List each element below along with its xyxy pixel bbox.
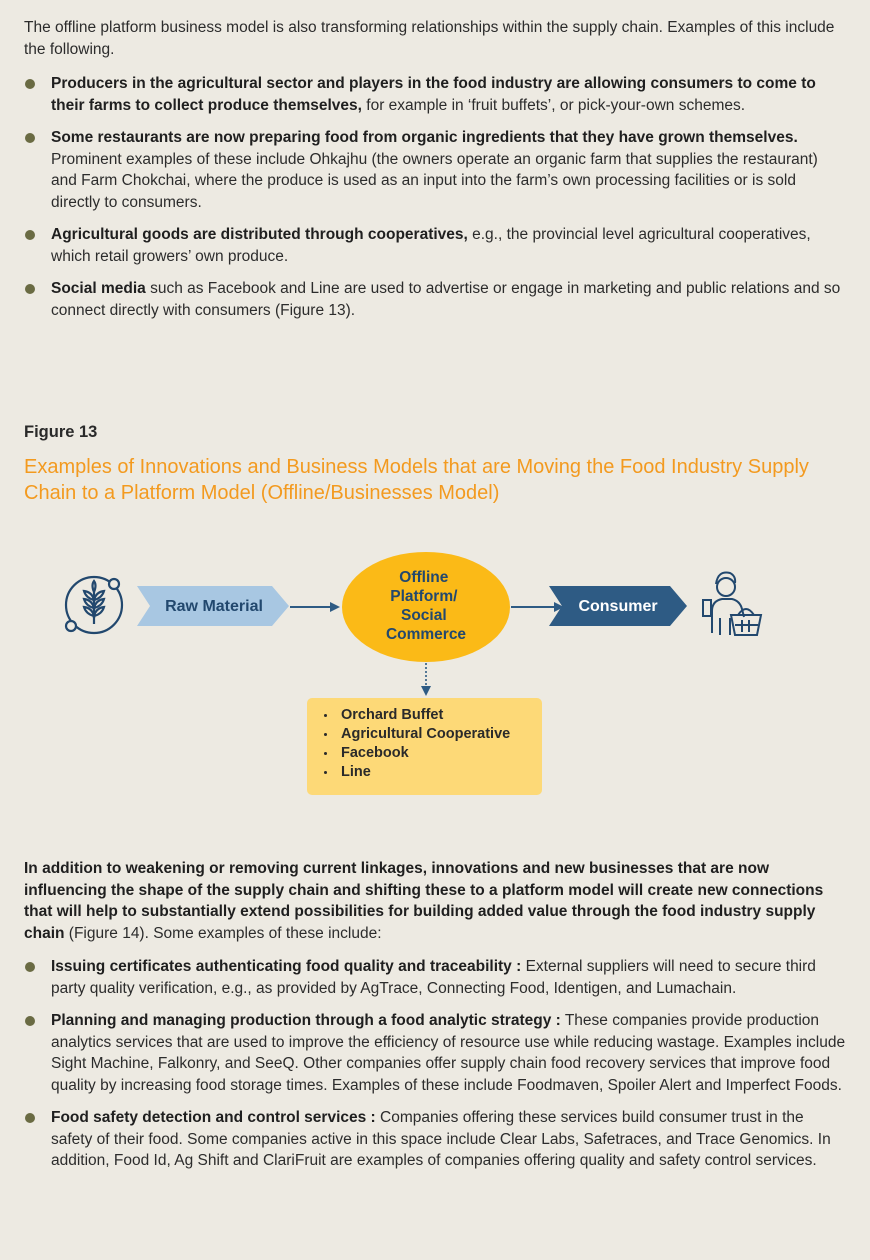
para-text: (Figure 14). Some examples of these include:: [64, 924, 382, 942]
para-bold: In addition to weakening or removing current linkages, innovations and new businesses that are now influencing the shape of the supply chain and shifting these to a platform model will create new connections that will help to substantially extend possibilities for building added value through the food industry supply chain: [24, 860, 824, 942]
bullet-bold: Social media: [51, 280, 146, 297]
bullet-text: for example in ‘fruit buffets’, or pick-your-own schemes.: [361, 96, 746, 114]
list-item: [24, 956, 846, 999]
shopper-icon: [703, 572, 761, 635]
bullet-text: Prominent examples of these include Ohkajhu (the owners operate an organic farm that supplies the restaurant) and Farm Chokchai, where the produce is used as an input into the farm’s own processing facilities or is sold directly to consumers.: [51, 150, 818, 211]
platform-line-1: Offline: [399, 569, 449, 586]
bullet-dot: [25, 962, 35, 972]
consumer-label: Consumer: [578, 598, 658, 615]
bullet-text: Companies offering these services build consumer trust in the safety of their food. Some companies active in this space include Clear Labs, Safetraces, and Trace Genomics. In addition, Food Id, Ag Shift and ClariFruit are examples of companies offering quality and safety control services.: [51, 1109, 831, 1169]
bullet-list-examples: [24, 956, 846, 1183]
bullet-dot: [25, 1016, 35, 1026]
bullet-dot: [25, 230, 35, 240]
second-paragraph: [24, 858, 846, 944]
example-text: Agricultural Cooperative: [341, 726, 511, 742]
bullet-dot: [25, 284, 35, 294]
example-text: Facebook: [341, 745, 409, 761]
figure-label: Figure 13: [24, 423, 98, 441]
bullet-dot: [25, 1113, 35, 1123]
example-item: [321, 763, 542, 782]
bullet-text: such as Facebook and Line are used to advertise or engage in marketing and public relations and so connect directly with consumers (Figure 13).: [51, 280, 841, 319]
platform-line-3: Social: [401, 607, 447, 624]
bullet-text: External suppliers will need to secure third party quality verification, e.g., as provided by AgTrace, Connecting Food, Identigen, and Lumachain.: [51, 958, 816, 997]
bullet-text: These companies provide production analytics services that are used to improve the efficiency of resource use while reducing wastage. Examples include Sight Machine, Falkonry, and SeeQ. Other companies offer supply chain food recovery services that improve food quality by increasing food storage times. Examples of these include Foodmaven, Spoiler Alert and Imperfect Foods.: [51, 1012, 846, 1094]
intro-paragraph: The offline platform business model is also transforming relationships within the supply chain. Examples of this include the following.: [24, 19, 835, 58]
list-item: [24, 127, 846, 213]
list-item: [24, 224, 846, 267]
bullet-bold: Some restaurants are now preparing food from organic ingredients that they have grown themselves.: [51, 129, 798, 146]
platform-line-4: Commerce: [385, 626, 467, 643]
figure-title: Examples of Innovations and Business Models that are Moving the Food Industry Supply Chain to a Platform Model (Offline/Businesses Model): [24, 456, 809, 504]
example-item: [321, 744, 542, 763]
list-item: [24, 1107, 846, 1172]
wheat-icon: [66, 577, 122, 633]
raw-material-label: Raw Material: [165, 598, 263, 615]
bullet-bold: Agricultural goods are distributed through cooperatives,: [51, 226, 468, 243]
example-text: Line: [341, 764, 371, 780]
list-item: [24, 1010, 846, 1096]
example-text: Orchard Buffet: [341, 707, 444, 723]
examples-box: [307, 698, 542, 795]
example-item: [321, 706, 542, 725]
list-item: [24, 73, 846, 116]
example-item: [321, 725, 542, 744]
bullet-text: e.g., the provincial level agricultural cooperatives, which retail growers’ own produce.: [51, 226, 811, 265]
bullet-list-offline: [24, 73, 846, 332]
bullet-dot: [25, 133, 35, 143]
bullet-bold: Issuing certificates authenticating food quality and traceability :: [51, 958, 522, 975]
bullet-bold: Producers in the agricultural sector and players in the food industry are allowing consumers to come to their farms to collect produce themselves,: [51, 75, 816, 114]
bullet-dot: [25, 79, 35, 89]
bullet-bold: Food safety detection and control services :: [51, 1109, 376, 1126]
list-item: [24, 278, 846, 321]
bullet-bold: Planning and managing production through a food analytic strategy :: [51, 1012, 561, 1029]
platform-line-2: Platform/: [390, 588, 458, 605]
